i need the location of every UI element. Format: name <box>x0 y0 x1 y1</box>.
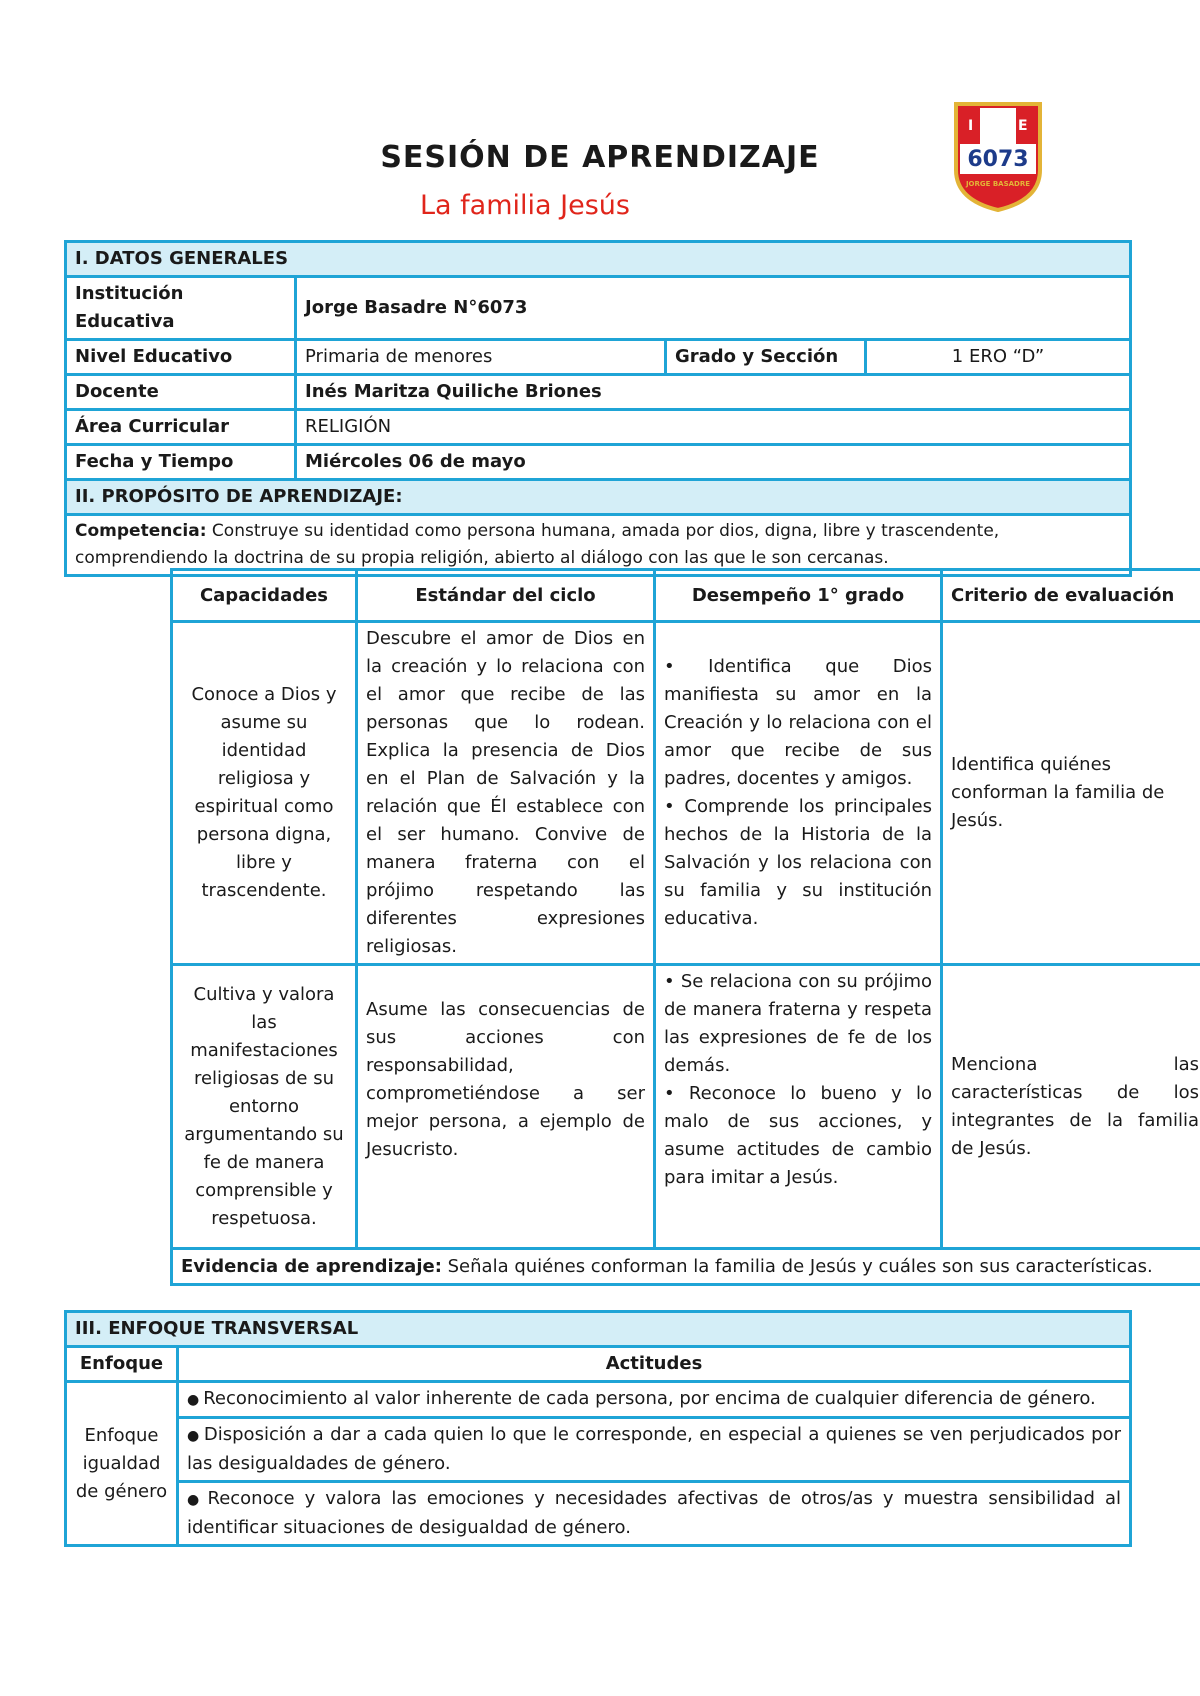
competencia-label: Competencia: <box>75 521 207 541</box>
enfoque-heading: III. ENFOQUE TRANSVERSAL <box>66 1312 1131 1347</box>
col-enfoque: Enfoque <box>66 1347 178 1382</box>
school-logo <box>950 100 1046 212</box>
actitud-item <box>178 1482 1131 1546</box>
actitud-text: Disposición a dar a cada quien lo que le corresponde, en especial a quienes se ven perjudicados por las desigualdades de género. <box>187 1424 1121 1474</box>
table-row <box>172 622 1200 965</box>
bullet-icon: ● <box>187 1492 204 1508</box>
col-actitudes: Actitudes <box>178 1347 1131 1382</box>
actitud-item <box>178 1418 1131 1482</box>
bullet-icon: ● <box>187 1428 200 1444</box>
page-title: SESIÓN DE APRENDIZAJE <box>380 140 820 175</box>
criterio-cell: Menciona las características de los integrantes de la familia de Jesús. <box>942 965 1200 1249</box>
fecha-value: Miércoles 06 de mayo <box>296 445 1131 480</box>
evidencia-cell <box>172 1249 1200 1285</box>
col-estandar: Estándar del ciclo <box>357 570 655 622</box>
bullet-icon: ● <box>187 1392 200 1408</box>
desempeno-item: • Se relaciona con su prójimo de manera fraterna y respeta las expresiones de fe de los demás. <box>664 971 932 1076</box>
page-subtitle: La familia Jesús <box>420 190 630 221</box>
nivel-label: Nivel Educativo <box>66 340 296 375</box>
datos-generales-table <box>64 240 1132 481</box>
estandar-cell: Descubre el amor de Dios en la creación y lo relaciona con el amor que recibe de las personas que lo rodean. Explica la presencia de Dios en el Plan de Salvación y la relación que Él establece con el ser humano. Convive de manera fraterna con el prójimo respetando las diferentes expresiones religiosas. <box>357 622 655 965</box>
desempeno-item: • Identifica que Dios manifiesta su amor en la Creación y lo relaciona con el amor que recibe de sus padres, docentes y amigos. <box>664 656 932 789</box>
capacidad-cell: Cultiva y valora las manifestaciones religiosas de su entorno argumentando su fe de manera comprensible y respetuosa. <box>172 965 357 1249</box>
desempeno-item: • Comprende los principales hechos de la Historia de la Salvación y los relaciona con su familia y su institución educativa. <box>664 796 932 929</box>
desempeno-cell <box>655 622 942 965</box>
criterio-cell: Identifica quiénes conforman la familia de Jesús. <box>942 622 1200 965</box>
proposito-table <box>64 478 1132 577</box>
evidencia-text: Señala quiénes conforman la familia de Jesús y cuáles son sus características. <box>441 1255 1153 1277</box>
evidencia-label: Evidencia de aprendizaje: <box>181 1255 442 1277</box>
logo-letter-e: E <box>1018 118 1028 134</box>
fecha-label: Fecha y Tiempo <box>66 445 296 480</box>
desempeno-cell <box>655 965 942 1249</box>
desempeno-item: • Reconoce lo bueno y lo malo de sus acciones, y asume actitudes de cambio para imitar a Jesús. <box>664 1083 932 1188</box>
grado-value: 1 ERO “D” <box>866 340 1131 375</box>
docente-value: Inés Maritza Quiliche Briones <box>296 375 1131 410</box>
logo-name: JORGE BASADRE <box>965 180 1031 188</box>
capacidad-cell: Conoce a Dios y asume su identidad religiosa y espiritual como persona digna, libre y trascendente. <box>172 622 357 965</box>
area-value: RELIGIÓN <box>296 410 1131 445</box>
actitud-text: Reconocimiento al valor inherente de cada persona, por encima de cualquier diferencia de género. <box>203 1388 1096 1409</box>
nivel-value: Primaria de menores <box>296 340 666 375</box>
estandar-cell: Asume las consecuencias de sus acciones con responsabilidad, comprometiéndose a ser mejor persona, a ejemplo de Jesucristo. <box>357 965 655 1249</box>
enfoque-name: Enfoque igualdad de género <box>66 1382 178 1546</box>
area-label: Área Curricular <box>66 410 296 445</box>
institucion-value: Jorge Basadre N°6073 <box>296 277 1131 340</box>
col-criterio: Criterio de evaluación <box>942 570 1200 622</box>
grado-label: Grado y Sección <box>666 340 866 375</box>
enfoque-table <box>64 1310 1132 1547</box>
logo-number: 6073 <box>967 147 1029 172</box>
competencia-cell <box>66 515 1131 576</box>
actitud-text: Reconoce y valora las emociones y necesidades afectivas de otros/as y muestra sensibilidad al identificar situaciones de desigualdad de género. <box>187 1488 1121 1538</box>
logo-letter-i: I <box>968 118 974 134</box>
datos-generales-heading: I. DATOS GENERALES <box>66 242 1131 277</box>
institucion-label: Institución Educativa <box>66 277 296 340</box>
docente-label: Docente <box>66 375 296 410</box>
proposito-heading: II. PROPÓSITO DE APRENDIZAJE: <box>66 480 1131 515</box>
actitud-item <box>178 1382 1131 1418</box>
capacidades-table <box>170 568 1200 1286</box>
col-capacidades: Capacidades <box>172 570 357 622</box>
competencia-text: Construye su identidad como persona humana, amada por dios, digna, libre y trascendente, comprendiendo la doctrina de su propia religión, abierto al diálogo con las que le son cercanas. <box>75 521 1000 568</box>
col-desempeno: Desempeño 1° grado <box>655 570 942 622</box>
table-row <box>172 965 1200 1249</box>
